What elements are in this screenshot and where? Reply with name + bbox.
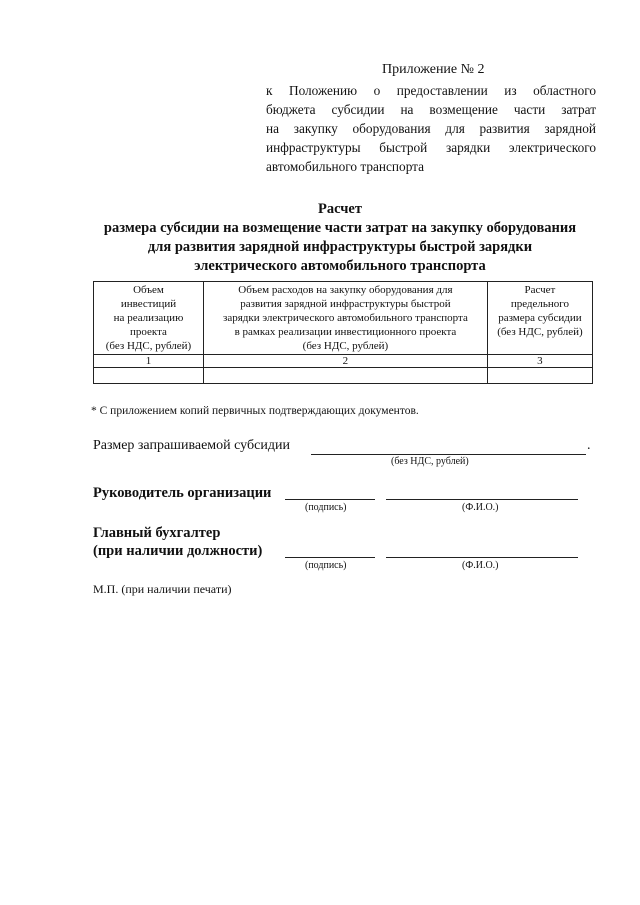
accountant-name-field[interactable] [386, 542, 578, 558]
accountant-name-caption: (Ф.И.О.) [462, 560, 499, 571]
heading-line: для развития зарядной инфраструктуры быстрой зарядки [147, 239, 533, 255]
stamp-place: М.П. (при наличии печати) [93, 582, 232, 596]
header-investment-volume: Объем инвестиций на реализацию проекта (без НДС, рублей) [94, 282, 204, 355]
appendix-line: к Положению о предоставлении из областного [266, 83, 596, 98]
subsidy-caption: (без НДС, рублей) [391, 456, 469, 467]
heading-line: электрического автомобильного транспорта [194, 258, 486, 274]
head-sign-caption: (подпись) [305, 502, 347, 513]
footnote: * С приложением копий первичных подтверждающих документов. [91, 405, 419, 417]
appendix-line: автомобильного транспорта [266, 159, 425, 174]
table-number-row [94, 355, 593, 368]
column-number: 1 [94, 355, 204, 368]
appendix-reference [266, 81, 596, 176]
accountant-label: Главный бухгалтер [93, 525, 221, 541]
accountant-sign-caption: (подпись) [305, 560, 347, 571]
head-signature-field[interactable] [285, 484, 375, 500]
appendix-line: на закупку оборудования для развития зарядной [266, 121, 596, 136]
document-heading [80, 200, 600, 276]
accountant-label-note: (при наличии должности) [93, 543, 263, 559]
column-number: 3 [487, 355, 592, 368]
subsidy-period: . [587, 438, 591, 453]
appendix-line: бюджета субсидии на возмещение части затрат [266, 102, 596, 117]
appendix-title: Приложение № 2 [382, 62, 485, 77]
head-name-field[interactable] [386, 484, 578, 500]
table-header-row [94, 282, 593, 355]
header-subsidy-limit: Расчет предельного размера субсидии (без НДС, рублей) [487, 282, 592, 355]
accountant-signature-field[interactable] [285, 542, 375, 558]
header-equipment-expenses: Объем расходов на закупку оборудования для развития зарядной инфраструктуры быстрой зарядки электрического автомобильного транспорта в рамках реализации инвестиционного проекта (без НДС, рублей) [203, 282, 487, 355]
subsidy-amount-field[interactable] [311, 437, 586, 455]
heading-title: Расчет [318, 201, 362, 217]
heading-line: размера субсидии на возмещение части затрат на закупку оборудования [103, 220, 577, 236]
column-number: 2 [203, 355, 487, 368]
head-name-caption: (Ф.И.О.) [462, 502, 499, 513]
calculation-table [93, 281, 593, 384]
table-cell[interactable] [94, 368, 204, 384]
table-row [94, 368, 593, 384]
appendix-line: инфраструктуры быстрой зарядки электрического [266, 140, 596, 155]
table-cell[interactable] [203, 368, 487, 384]
table-cell[interactable] [487, 368, 592, 384]
head-label: Руководитель организации [93, 485, 272, 501]
subsidy-label: Размер запрашиваемой субсидии [93, 438, 290, 453]
